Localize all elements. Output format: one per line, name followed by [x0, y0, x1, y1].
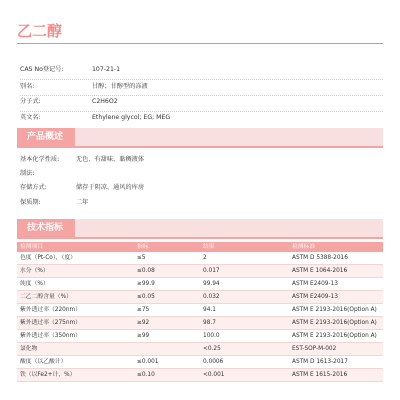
- specs-section-header: [17, 219, 383, 239]
- table-cell: 紫外透过率（275nm）: [20, 320, 81, 326]
- table-cell: 纯度（%）: [20, 281, 49, 287]
- info-divider: [20, 79, 383, 80]
- table-row: [17, 317, 383, 330]
- table-cell: 0.0006: [203, 359, 224, 365]
- table-row: [17, 278, 383, 291]
- table-cell: ≥99: [137, 333, 150, 339]
- table-cell: 100.0: [203, 333, 220, 339]
- table-cell: 0.032: [203, 294, 220, 300]
- column-header: 检测标准: [292, 244, 316, 250]
- page-title: 乙二醇: [17, 22, 63, 40]
- table-header-row: [17, 242, 383, 252]
- table-cell: ≤0.001: [137, 359, 159, 365]
- table-row: [17, 252, 383, 265]
- info-label: 英文名:: [20, 114, 41, 121]
- table-cell: 紫外透过率（220nm）: [20, 307, 81, 313]
- table-cell: 紫外透过率（350nm）: [20, 333, 81, 339]
- table-cell: 酸度（以乙酸计）: [20, 359, 67, 365]
- info-value: 107-21-1: [92, 66, 121, 73]
- table-row: [17, 343, 383, 356]
- table-cell: ≤0.05: [137, 294, 155, 300]
- table-row: [17, 369, 383, 382]
- info-divider: [20, 111, 383, 112]
- table-cell: ASTM D 1613-2017: [292, 359, 348, 365]
- overview-value: 储存于阴凉、通风的库房: [76, 184, 145, 191]
- table-cell: 98.7: [203, 320, 216, 326]
- table-row: [17, 265, 383, 278]
- table-cell: <0.001: [203, 372, 225, 378]
- table-cell: ASTM E 2193-2016(Option A): [292, 320, 377, 326]
- table-row: [17, 304, 383, 317]
- table-cell: 水分（%）: [20, 268, 49, 274]
- overview-value: 二年: [76, 199, 89, 206]
- info-value: 甘醇；甘醇型的冻液: [92, 83, 148, 90]
- table-cell: 色度（Pt-Co），（度）: [20, 255, 77, 261]
- overview-label: 存储方式:: [20, 184, 47, 191]
- table-cell: ≤0.08: [137, 268, 155, 274]
- info-value: C2H6O2: [92, 98, 118, 105]
- table-cell: ≥75: [137, 307, 150, 313]
- table-cell: ≥99.9: [137, 281, 155, 287]
- info-label: CAS No登记号:: [20, 66, 64, 73]
- table-cell: ASTM E 1615-2016: [292, 372, 348, 378]
- table-cell: ASTM E 2193-2016(Option A): [292, 307, 377, 313]
- info-divider: [20, 95, 383, 96]
- overview-value: 无色、有甜味、黏稠液体: [76, 156, 145, 163]
- specs-heading: 技术指标: [17, 219, 75, 237]
- table-row: [17, 291, 383, 304]
- column-header: 指标: [137, 244, 149, 250]
- overview-section-header: [17, 128, 383, 148]
- table-cell: ASTM E 2193-2016(Option A): [292, 333, 377, 339]
- table-cell: ASTM E 1064-2016: [292, 268, 348, 274]
- table-cell: ASTM E2409-13: [292, 294, 338, 300]
- table-cell: ≤0.10: [137, 372, 155, 378]
- info-label: 别名:: [20, 83, 35, 90]
- table-cell: ≥92: [137, 320, 150, 326]
- info-label: 分子式:: [20, 98, 41, 105]
- table-row: [17, 356, 383, 369]
- table-cell: 99.94: [203, 281, 220, 287]
- table-cell: 二乙二醇含量（%）: [20, 294, 72, 300]
- overview-label: 基本化学性质:: [20, 156, 60, 163]
- table-cell: EST-SOP-M-002: [292, 346, 337, 352]
- table-cell: 氯化物: [20, 346, 38, 352]
- column-header: 结果: [203, 244, 215, 250]
- table-cell: 2: [203, 255, 207, 261]
- table-cell: ASTM D 5388-2016: [292, 255, 348, 261]
- overview-label: 保质期:: [20, 199, 41, 206]
- table-row: [17, 330, 383, 343]
- table-cell: ASTM E2409-13: [292, 281, 338, 287]
- title-divider: [17, 43, 383, 44]
- table-cell: <0.25: [203, 346, 221, 352]
- table-cell: 94.1: [203, 307, 216, 313]
- table-cell: 铁（以Fe2+计，%）: [20, 372, 76, 378]
- overview-label: 制法:: [20, 170, 35, 177]
- table-cell: ≤5: [137, 255, 146, 261]
- info-value: Ethylene glycol; EG; MEG: [92, 114, 171, 121]
- overview-heading: 产品概述: [17, 128, 75, 146]
- column-header: 检测项目: [20, 244, 44, 250]
- table-cell: 0.017: [203, 268, 220, 274]
